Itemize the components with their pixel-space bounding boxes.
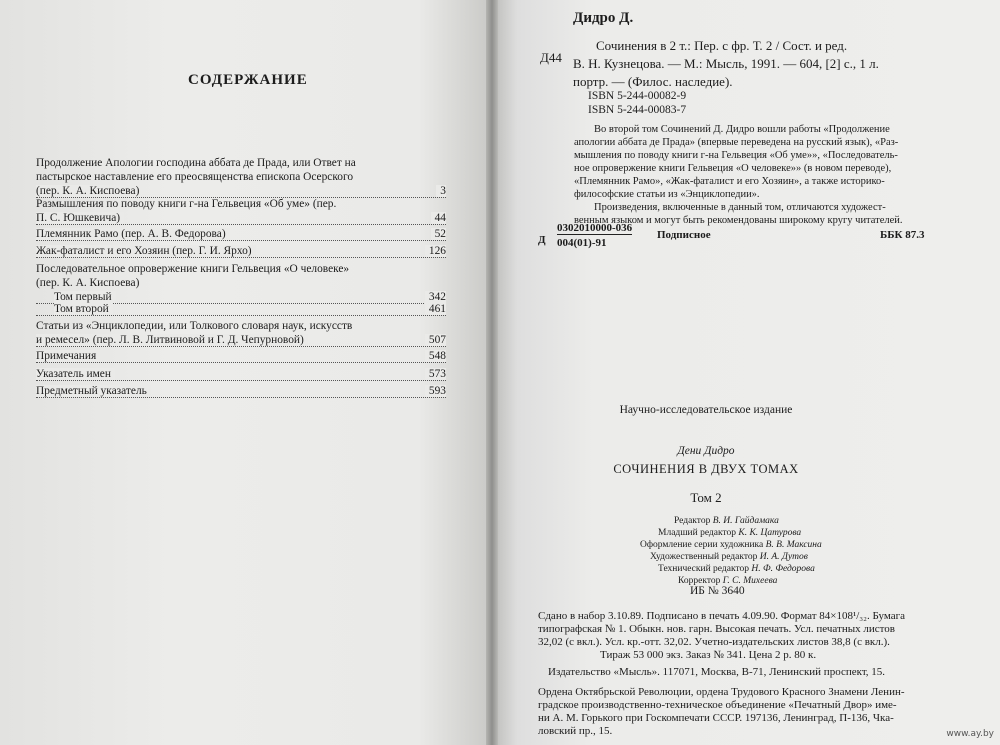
code-numerator: 0302010000-036: [557, 222, 633, 234]
print-line: Сдано в набор 3.10.89. Подписано в печать 4.09.90. Формат 84×108¹/₃₂. Бумага: [538, 610, 906, 622]
toc-line: пастырское наставление его преосвященства епископа Осерского: [36, 171, 354, 183]
toc-page-number: 548: [425, 350, 446, 362]
edition-genre: Научно-исследовательское издание: [619, 404, 793, 416]
toc-page-number: 461: [425, 303, 446, 315]
toc-page-number: 3: [436, 185, 446, 197]
volume-label: Том 2: [690, 490, 722, 505]
printer-line: ловский пр., 15.: [538, 725, 613, 737]
code-denominator: 004(01)-91: [557, 237, 607, 249]
annotation-line: венным языком и могут быть рекомендованы широкому кругу читателей.: [574, 215, 903, 226]
toc-line: (пер. К. А. Киспоева) 3: [36, 185, 446, 197]
toc-line: (пер. К. А. Киспоева): [36, 277, 140, 289]
staff-line: Художественный редактор И. А. Дутов: [650, 552, 808, 562]
subscription-label: Подписное: [657, 229, 711, 241]
toc-page-number: 593: [425, 385, 446, 397]
toc-line: Статьи из «Энциклопедии, или Толкового словаря наук, искусств: [36, 320, 353, 332]
annotation-line: апологии аббата де Прада» (впервые переведена на русский язык), «Раз-: [574, 137, 899, 148]
series-title: СОЧИНЕНИЯ В ДВУХ ТОМАХ: [613, 462, 799, 476]
toc-page-number: 507: [425, 334, 446, 346]
biblio-line: портр. — (Филос. наследие).: [573, 74, 733, 89]
toc-line: Примечания 548: [36, 350, 446, 362]
biblio-line: Сочинения в 2 т.: Пер. с фр. Т. 2 / Сост. и ред.: [596, 38, 848, 53]
toc-line: Продолжение Апологии господина аббата де Прада, или Ответ на: [36, 157, 356, 169]
printer-line: градское производственно-техническое объединение «Печатный Двор» име-: [538, 699, 897, 711]
annotation-line: мышления по поводу книги г-на Гельвеция «Об уме»», «Последователь-: [574, 150, 898, 161]
toc-line: Том первый 342: [36, 291, 446, 307]
toc-page-number: 573: [425, 368, 446, 380]
staff-line: Редактор В. И. Гайдамака: [674, 516, 779, 526]
toc-title: СОДЕРЖАНИЕ: [188, 72, 308, 88]
toc-line: Жак-фаталист и его Хозяин (пер. Г. И. Ярхо) 126: [36, 245, 446, 257]
print-line: 32,02 (с вкл.). Усл. кр.-отт. 32,02. Учетно-издательских листов 38,8 (с вкл.).: [538, 636, 890, 648]
toc-page-number: 44: [431, 212, 446, 224]
toc-line: Последовательное опровержение книги Гельвеция «О человеке»: [36, 263, 350, 275]
toc-line: и ремесел» (пер. Л. В. Литвиновой и Г. Д. Чепурновой) 507: [36, 334, 446, 346]
staff-line: Технический редактор Н. Ф. Федорова: [658, 564, 815, 574]
annotation-line: ное опровержение книги Гельвеция «О человеке»» (в новом переводе),: [574, 163, 892, 174]
staff-line: Оформление серии художника В. В. Максина: [640, 540, 822, 550]
printer-line: Ордена Октябрьской Революции, ордена Трудового Красного Знамени Ленин-: [538, 686, 905, 698]
author-full-name: Дени Дидро: [677, 445, 735, 457]
annotation-line: Во второй том Сочинений Д. Дидро вошли работы «Продолжение: [594, 124, 890, 135]
book-spine: [486, 0, 498, 745]
toc-line: Размышления по поводу книги г-на Гельвеция «Об уме» (пер.: [36, 198, 337, 210]
toc-line: Указатель имен 573: [36, 368, 446, 380]
code-letter: Д: [538, 234, 546, 246]
annotation-line: «Племянник Рамо», «Жак-фаталист и его Хозяин», а также историко-: [574, 176, 885, 187]
print-line: типографская № 1. Обыкн. нов. гарн. Высокая печать. Усл. печатных листов: [538, 623, 895, 635]
bbk-code: ББК 87.3: [880, 229, 925, 241]
printer-line: ни А. М. Горького при Госкомпечати СССР. 197136, Ленинград, П-136, Чка-: [538, 712, 894, 724]
toc-page-number: 126: [425, 245, 446, 257]
toc-line: П. С. Юшкевича) 44: [36, 212, 446, 224]
staff-line: Корректор Г. С. Михеева: [678, 576, 778, 586]
staff-line: Младший редактор К. К. Цатурова: [658, 528, 802, 538]
toc-line: Предметный указатель 593: [36, 385, 446, 397]
ib-number: ИБ № 3640: [690, 585, 745, 597]
print-line: Тираж 53 000 экз. Заказ № 341. Цена 2 р. 80 к.: [600, 649, 817, 661]
left-page: [0, 0, 492, 745]
toc-line: Том второй 461: [36, 303, 446, 319]
toc-page-number: 52: [431, 228, 446, 240]
watermark: www.ay.by: [946, 729, 994, 739]
shelf-mark: Д44: [540, 50, 562, 65]
isbn-1: ISBN 5-244-00082-9: [588, 90, 687, 102]
annotation-line: Произведения, включенные в данный том, отличаются художест-: [594, 202, 886, 213]
biblio-line: В. Н. Кузнецова. — М.: Мысль, 1991. — 604, [2] с., 1 л.: [573, 56, 879, 71]
annotation-line: философские статьи из «Энциклопедии».: [574, 189, 760, 200]
toc-line: Племянник Рамо (пер. А. В. Федорова) 52: [36, 228, 446, 240]
publisher-line: Издательство «Мысль». 117071, Москва, В-71, Ленинский проспект, 15.: [548, 666, 886, 678]
toc-page-number: 342: [425, 291, 446, 303]
author-heading: Дидро Д.: [573, 10, 634, 26]
isbn-2: ISBN 5-244-00083-7: [588, 104, 687, 116]
